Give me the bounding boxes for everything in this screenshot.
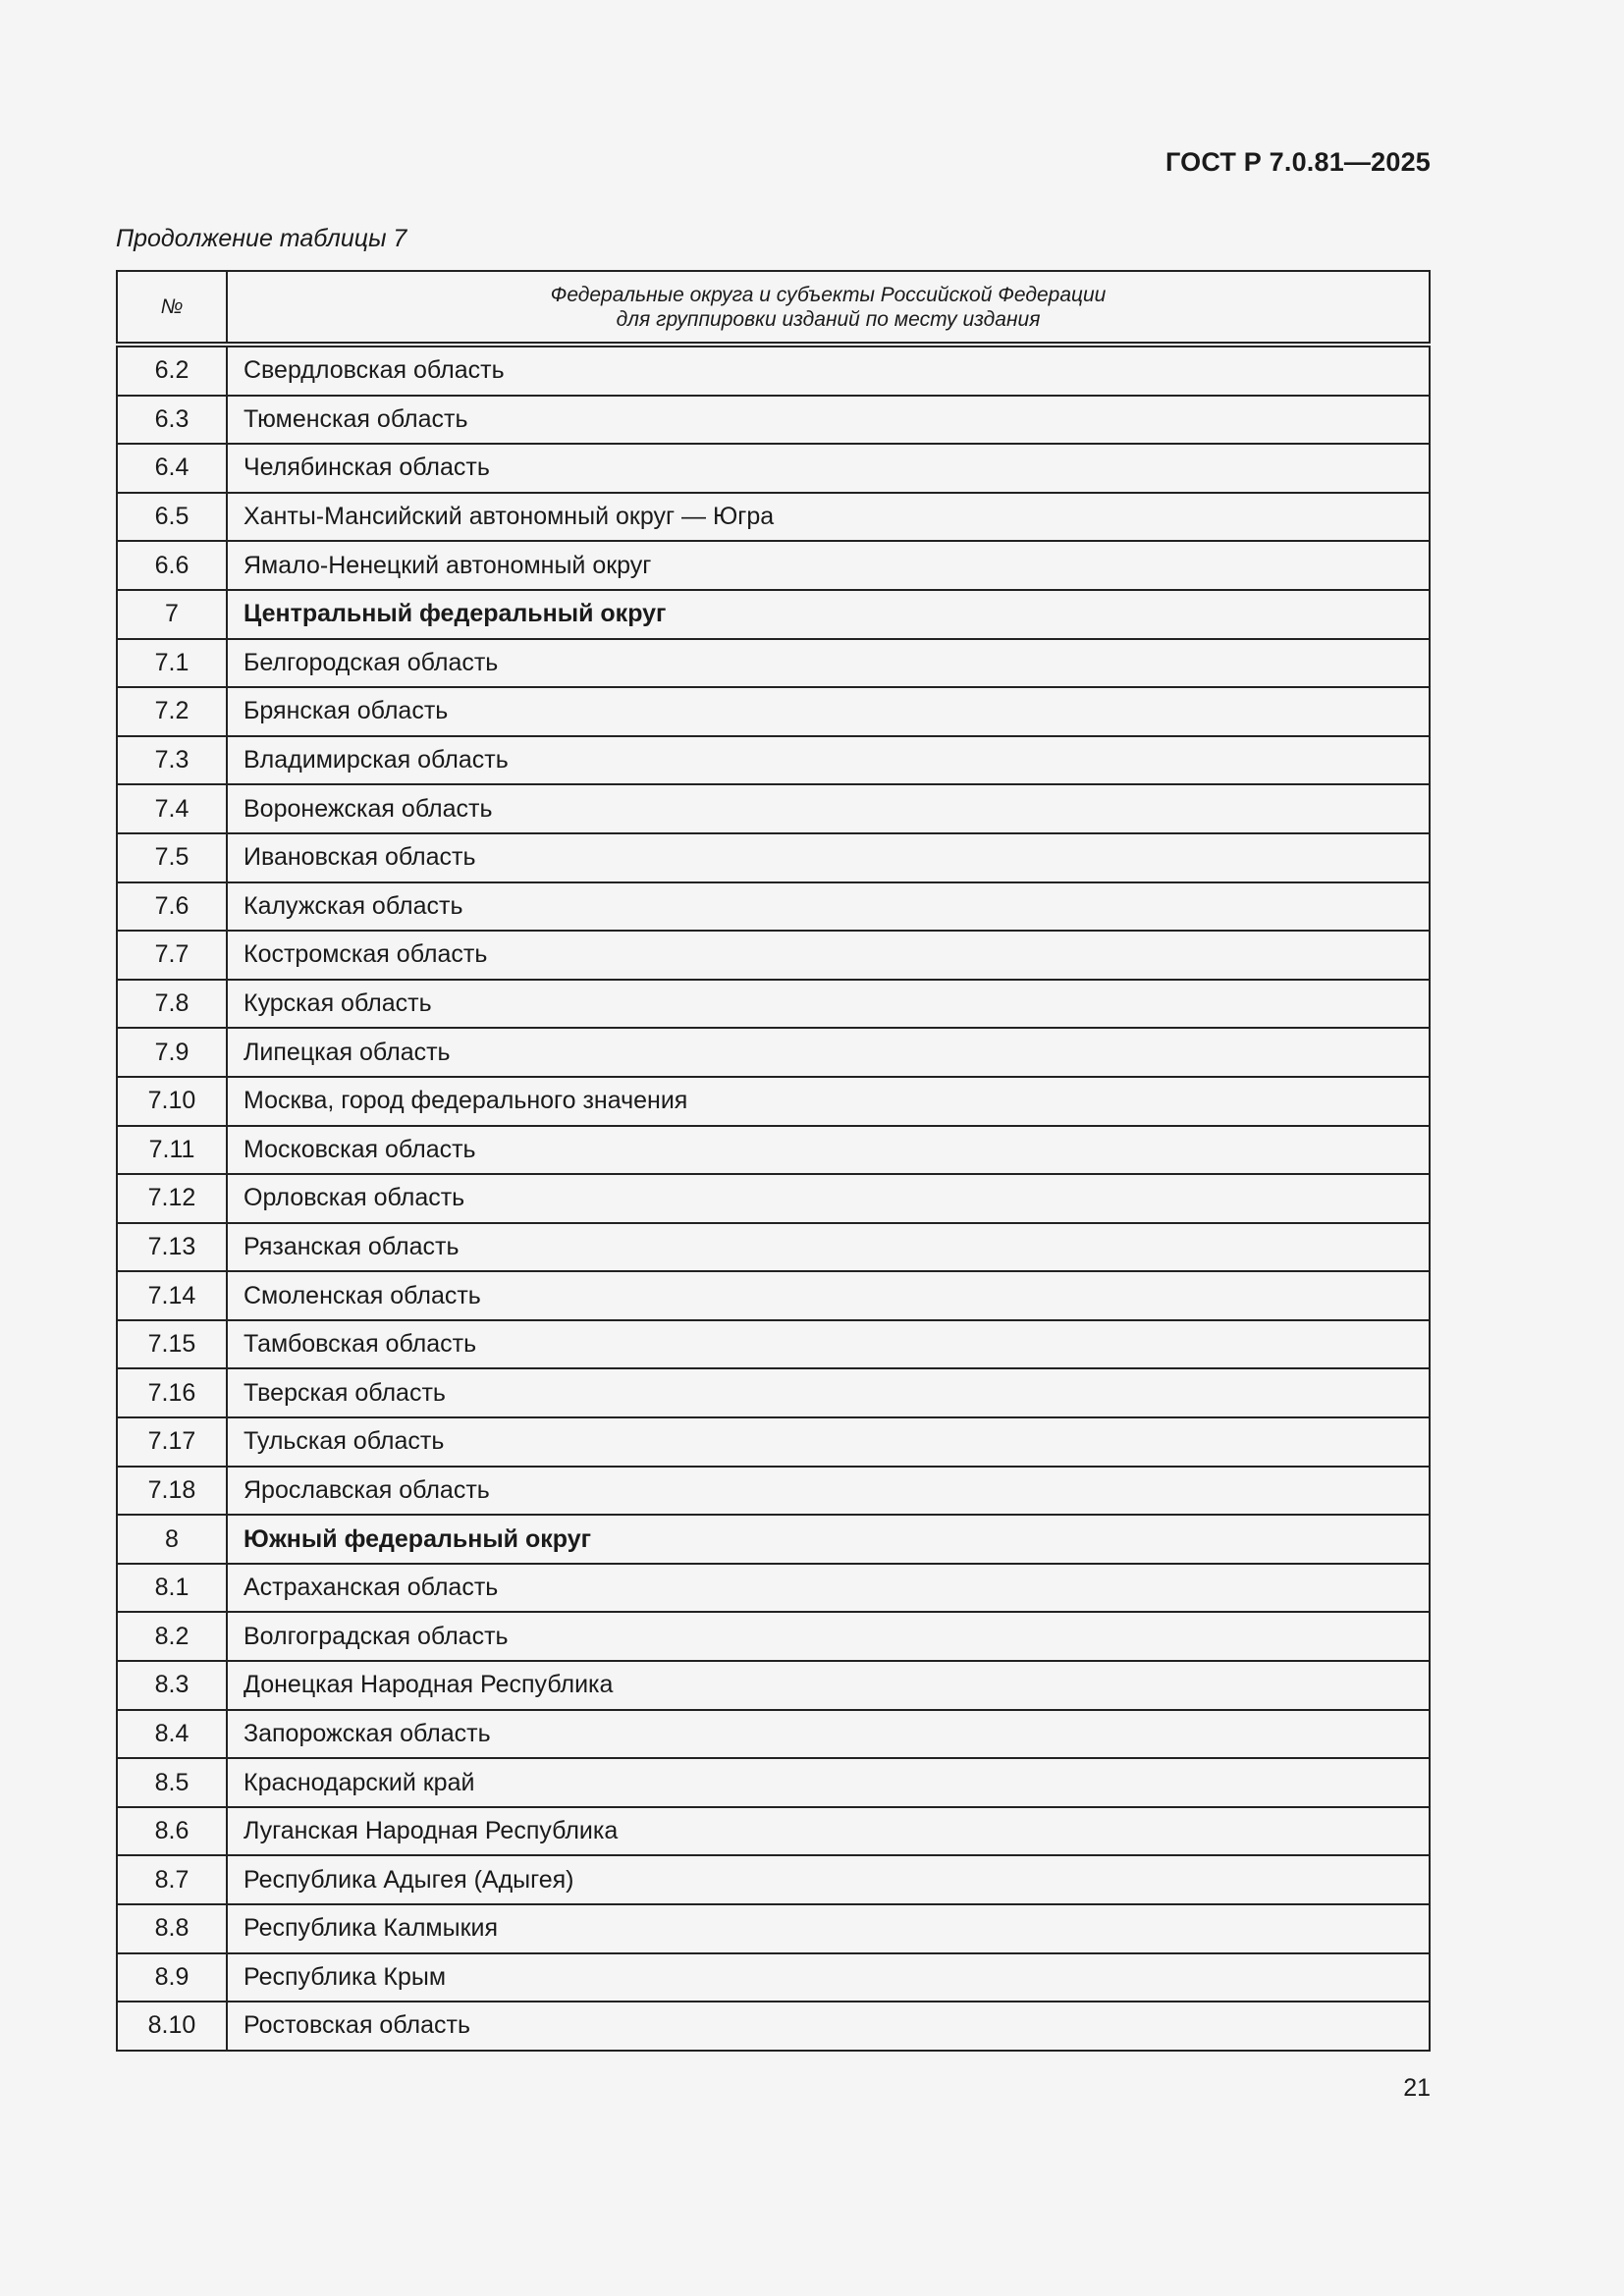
table-row	[117, 1467, 1430, 1516]
region-name-cell: Калужская область	[227, 882, 1430, 932]
table-row	[117, 1417, 1430, 1467]
row-number-cell: 7.7	[117, 931, 227, 980]
region-name-cell: Запорожская область	[227, 1710, 1430, 1759]
row-number-cell: 7.9	[117, 1028, 227, 1077]
row-number-cell: 8.8	[117, 1904, 227, 1953]
table-row	[117, 1126, 1430, 1175]
row-number-cell: 6.2	[117, 345, 227, 396]
number-column-header: №	[117, 271, 227, 345]
row-number-cell: 7.1	[117, 639, 227, 688]
table-row	[117, 980, 1430, 1029]
row-number-cell: 7.8	[117, 980, 227, 1029]
table-body	[117, 345, 1430, 2051]
table-row	[117, 1320, 1430, 1369]
row-number-cell: 8.5	[117, 1758, 227, 1807]
table-group-row	[117, 590, 1430, 639]
region-name-cell: Республика Адыгея (Адыгея)	[227, 1855, 1430, 1904]
name-header-line-1: Федеральные округа и субъекты Российской Федерации	[550, 283, 1107, 306]
row-number-cell: 8.1	[117, 1564, 227, 1613]
row-number-cell: 8	[117, 1515, 227, 1564]
row-number-cell: 7.4	[117, 784, 227, 833]
regions-table	[116, 270, 1431, 2052]
table-row	[117, 784, 1430, 833]
region-name-cell: Владимирская область	[227, 736, 1430, 785]
table-row	[117, 1612, 1430, 1661]
table-row	[117, 1710, 1430, 1759]
row-number-cell: 6.3	[117, 396, 227, 445]
table-header-row	[117, 271, 1430, 345]
table-row	[117, 1028, 1430, 1077]
region-name-cell: Ростовская область	[227, 2002, 1430, 2051]
name-header-line-2: для группировки изданий по месту издания	[616, 307, 1041, 331]
region-name-cell: Краснодарский край	[227, 1758, 1430, 1807]
row-number-cell: 7	[117, 590, 227, 639]
region-name-cell: Луганская Народная Республика	[227, 1807, 1430, 1856]
row-number-cell: 8.9	[117, 1953, 227, 2002]
row-number-cell: 6.6	[117, 541, 227, 590]
region-name-cell: Свердловская область	[227, 345, 1430, 396]
region-name-cell: Смоленская область	[227, 1271, 1430, 1320]
region-name-cell: Тверская область	[227, 1368, 1430, 1417]
table-row	[117, 1223, 1430, 1272]
standard-code: ГОСТ Р 7.0.81—2025	[1164, 147, 1431, 177]
federal-district-cell: Центральный федеральный округ	[227, 590, 1430, 639]
region-name-cell: Ханты-Мансийский автономный округ — Югра	[227, 493, 1430, 542]
name-column-header	[227, 271, 1430, 345]
region-name-cell: Орловская область	[227, 1174, 1430, 1223]
row-number-cell: 8.4	[117, 1710, 227, 1759]
region-name-cell: Московская область	[227, 1126, 1430, 1175]
table-row	[117, 396, 1430, 445]
table-row	[117, 687, 1430, 736]
row-number-cell: 7.13	[117, 1223, 227, 1272]
region-name-cell: Астраханская область	[227, 1564, 1430, 1613]
row-number-cell: 7.2	[117, 687, 227, 736]
region-name-cell: Тамбовская область	[227, 1320, 1430, 1369]
table-row	[117, 541, 1430, 590]
region-name-cell: Липецкая область	[227, 1028, 1430, 1077]
region-name-cell: Москва, город федерального значения	[227, 1077, 1430, 1126]
table-row	[117, 2002, 1430, 2051]
row-number-cell: 7.10	[117, 1077, 227, 1126]
row-number-cell: 7.14	[117, 1271, 227, 1320]
row-number-cell: 7.3	[117, 736, 227, 785]
row-number-cell: 7.17	[117, 1417, 227, 1467]
region-name-cell: Тульская область	[227, 1417, 1430, 1467]
table-row	[117, 736, 1430, 785]
table-row	[117, 882, 1430, 932]
table-row	[117, 1807, 1430, 1856]
row-number-cell: 8.2	[117, 1612, 227, 1661]
row-number-cell: 8.7	[117, 1855, 227, 1904]
row-number-cell: 7.11	[117, 1126, 227, 1175]
table-row	[117, 1271, 1430, 1320]
region-name-cell: Челябинская область	[227, 444, 1430, 493]
page-number: 21	[1403, 2074, 1431, 2102]
row-number-cell: 6.4	[117, 444, 227, 493]
region-name-cell: Рязанская область	[227, 1223, 1430, 1272]
table-group-row	[117, 1515, 1430, 1564]
region-name-cell: Ярославская область	[227, 1467, 1430, 1516]
row-number-cell: 7.12	[117, 1174, 227, 1223]
federal-district-cell: Южный федеральный округ	[227, 1515, 1430, 1564]
table-row	[117, 1758, 1430, 1807]
table-row	[117, 1564, 1430, 1613]
table-row	[117, 1953, 1430, 2002]
table-row	[117, 444, 1430, 493]
region-name-cell: Белгородская область	[227, 639, 1430, 688]
row-number-cell: 7.16	[117, 1368, 227, 1417]
region-name-cell: Брянская область	[227, 687, 1430, 736]
region-name-cell: Ямало-Ненецкий автономный округ	[227, 541, 1430, 590]
region-name-cell: Костромская область	[227, 931, 1430, 980]
table-row	[117, 1904, 1430, 1953]
table-row	[117, 1855, 1430, 1904]
table-row	[117, 1077, 1430, 1126]
row-number-cell: 7.15	[117, 1320, 227, 1369]
region-name-cell: Донецкая Народная Республика	[227, 1661, 1430, 1710]
region-name-cell: Ивановская область	[227, 833, 1430, 882]
table-caption: Продолжение таблицы 7	[116, 225, 407, 252]
table-row	[117, 1368, 1430, 1417]
table-row	[117, 931, 1430, 980]
table-row	[117, 1174, 1430, 1223]
region-name-cell: Воронежская область	[227, 784, 1430, 833]
table-row	[117, 833, 1430, 882]
region-name-cell: Тюменская область	[227, 396, 1430, 445]
row-number-cell: 7.18	[117, 1467, 227, 1516]
table-row	[117, 493, 1430, 542]
table-row	[117, 1661, 1430, 1710]
row-number-cell: 6.5	[117, 493, 227, 542]
table-row	[117, 345, 1430, 396]
region-name-cell: Республика Крым	[227, 1953, 1430, 2002]
region-name-cell: Республика Калмыкия	[227, 1904, 1430, 1953]
row-number-cell: 7.6	[117, 882, 227, 932]
region-name-cell: Волгоградская область	[227, 1612, 1430, 1661]
row-number-cell: 8.10	[117, 2002, 227, 2051]
row-number-cell: 8.6	[117, 1807, 227, 1856]
table-row	[117, 639, 1430, 688]
row-number-cell: 8.3	[117, 1661, 227, 1710]
row-number-cell: 7.5	[117, 833, 227, 882]
region-name-cell: Курская область	[227, 980, 1430, 1029]
